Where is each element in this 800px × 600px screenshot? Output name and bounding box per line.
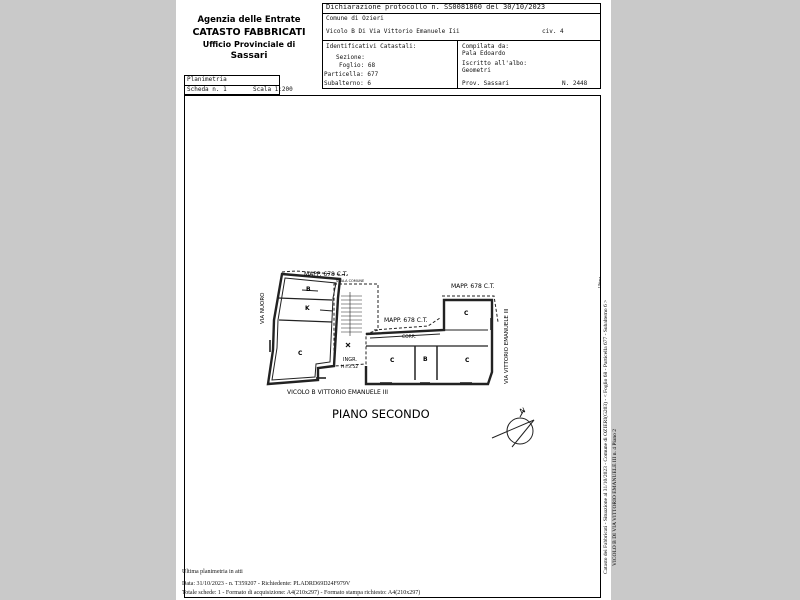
identificativi-label: Identificativi Catastali: <box>326 43 417 50</box>
wall-k-c <box>279 320 332 322</box>
side-stamp: Ultima <box>597 276 602 288</box>
sezione: Sezione: <box>336 54 365 61</box>
room-label-c4: C <box>465 357 470 364</box>
wall-b-k <box>278 298 332 300</box>
street-via-vittorio: VIA VITTORIO EMANUELE III <box>504 308 510 384</box>
foglio: Foglio: 68 <box>339 62 376 69</box>
declaration-protocol: Dichiarazione protocollo n. SS0081860 del 30/10/2023 <box>326 3 546 11</box>
scala-comune-label: SCALA COMUNE <box>336 279 365 283</box>
subalterno: Subalterno: 6 <box>324 80 371 87</box>
particella: Particella: 677 <box>324 71 379 78</box>
entrance-label: INGR. <box>343 357 357 363</box>
office-city: Sassari <box>230 51 268 61</box>
entrance-marker <box>346 343 350 347</box>
wall-detail-2 <box>320 310 333 311</box>
footer-format-info: Totale schede: 1 - Formato di acquisizione: A4(210x297) - Formato stampa richiesto: A4(210x297) <box>182 590 421 596</box>
room-label-c2: C <box>464 310 469 317</box>
mapp-label-middle: MAPP. 678 C.T. <box>384 317 428 324</box>
room-label-b1: B <box>306 286 311 293</box>
catasto-title: CATASTO FABBRICATI <box>192 27 306 38</box>
province: Prov. Sassari <box>462 80 509 87</box>
mapp-label-top-right: MAPP. 678 C.T. <box>451 283 495 290</box>
compilata-label: Compilata da: <box>462 43 509 50</box>
footer-request-info: Data: 31/10/2023 - n. T359207 - Richiedente: PLADRD69D24F979V <box>182 581 351 587</box>
street-via-nuoro: VIA NUORO <box>260 292 266 324</box>
registration-number: N. 2448 <box>562 80 588 87</box>
room-label-c3: C <box>390 357 395 364</box>
corridor-label: CORR. <box>402 335 417 340</box>
office-label: Ufficio Provinciale di <box>202 40 296 49</box>
scheda-number: Scheda n. 1 <box>187 86 227 93</box>
north-label: N <box>518 406 527 416</box>
compilata-name: Pala Edoardo <box>462 50 506 57</box>
side-address-text: VICOLO B DI VIA VITTORIO EMANUELE III n. 4 Piano 2 <box>612 428 618 566</box>
room-label-b2: B <box>423 356 428 363</box>
stairs-steps <box>341 292 362 336</box>
iscritto-value: Geometri <box>462 67 491 74</box>
height-label: H=3.52 <box>341 365 359 370</box>
side-situation-text: Catasto dei Fabbricati - Situazione al 31/10/2023 - Comune di OZIERI(G203) - < Foglio 68 - Particella 677 - Subalterno 6 > <box>603 299 609 574</box>
left-block-inner <box>272 278 336 380</box>
mapp-label-top-left: MAPP. 678 C.T. <box>304 271 348 278</box>
civic-number: civ. 4 <box>542 28 564 35</box>
north-arrow-needle <box>492 420 534 447</box>
agency-name: Agenzia delle Entrate <box>197 15 301 25</box>
comune: Comune di Ozieri <box>326 15 384 22</box>
planimetria-title: Planimetria <box>187 76 227 83</box>
room-label-c1: C <box>298 350 303 357</box>
right-block-outline <box>366 300 492 384</box>
scale: Scala 1:200 <box>253 86 293 93</box>
footer-last-plan: Ultima planimetria in atti <box>182 569 243 575</box>
document-sheet <box>176 0 611 600</box>
floor-title: PIANO SECONDO <box>332 407 430 421</box>
street-vicolo: VICOLO B VITTORIO EMANUELE III <box>287 389 389 396</box>
room-label-k: K <box>305 305 310 312</box>
iscritto-label: Iscritto all'albo: <box>462 60 528 67</box>
openings <box>270 318 491 383</box>
address: Vicolo B Di Via Vittorio Emanuele Iii <box>326 28 460 35</box>
